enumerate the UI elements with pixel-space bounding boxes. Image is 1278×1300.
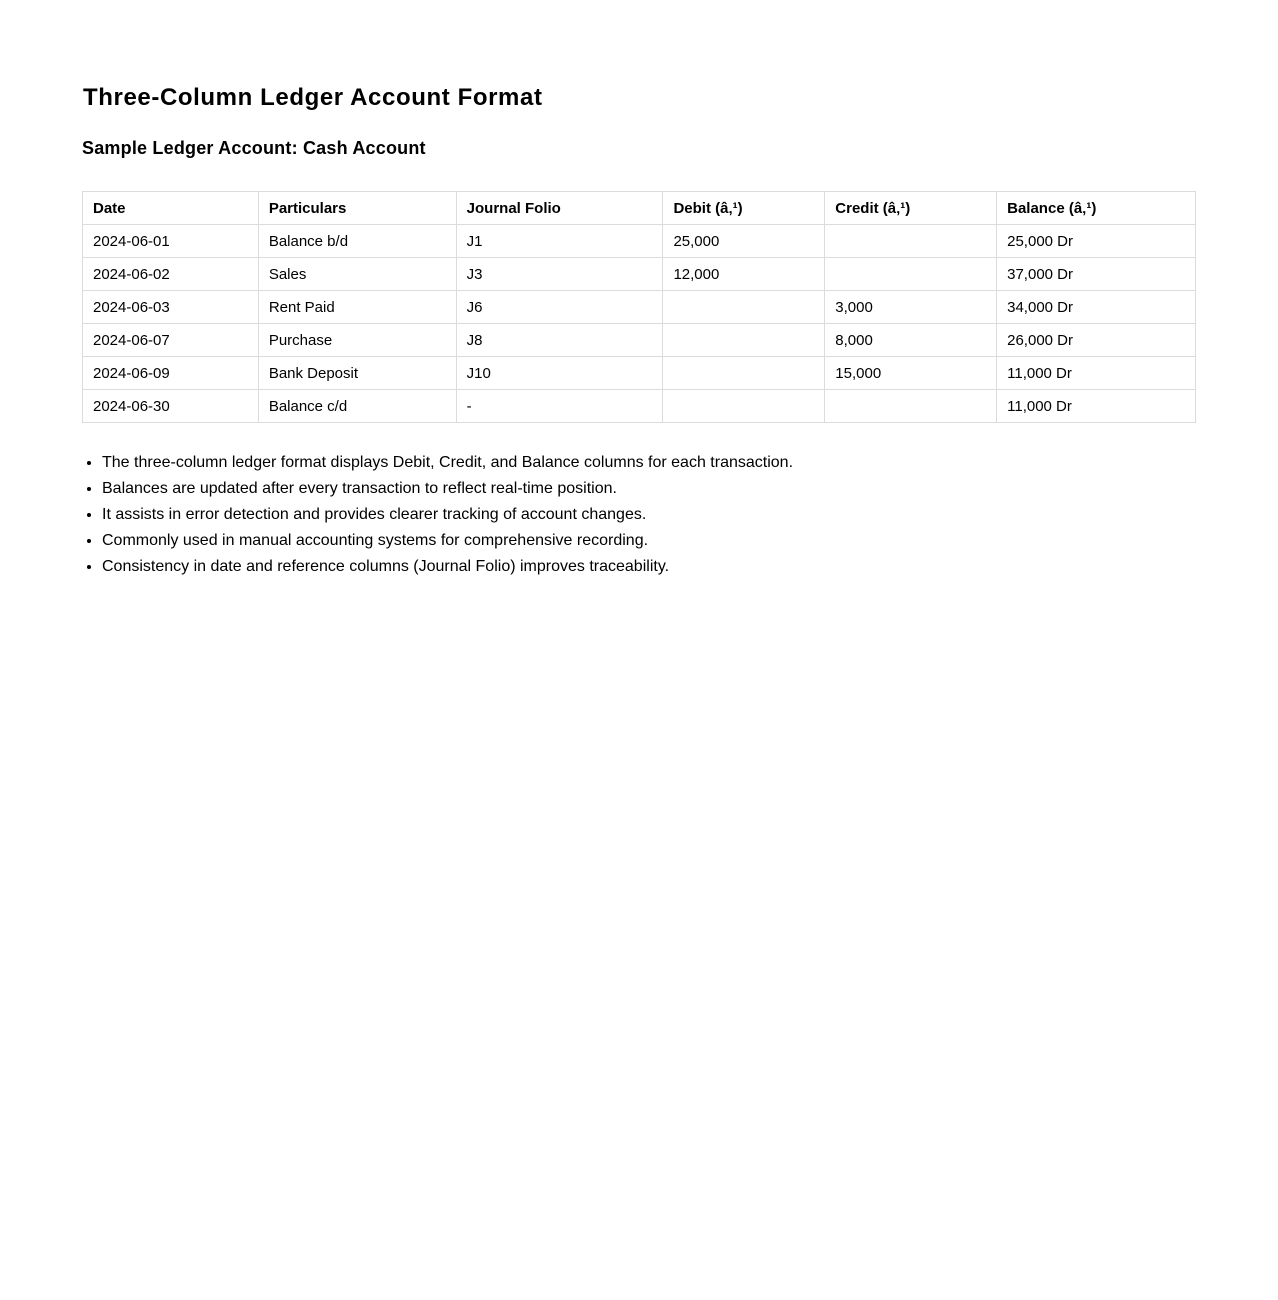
cell-debit: [663, 390, 825, 423]
document-page: [0, 0, 1278, 580]
notes-list: [82, 450, 1196, 580]
cell-credit: 3,000: [825, 291, 997, 324]
cell-balance: 37,000 Dr: [997, 258, 1196, 291]
table-row: [83, 225, 1196, 258]
cell-debit: 25,000: [663, 225, 825, 258]
table-row: [83, 324, 1196, 357]
cell-particulars: Balance b/d: [258, 225, 456, 258]
header-debit: Debit (â‚¹): [663, 192, 825, 225]
cell-balance: 34,000 Dr: [997, 291, 1196, 324]
cell-date: 2024-06-09: [83, 357, 259, 390]
header-journal-folio: Journal Folio: [456, 192, 663, 225]
cell-date: 2024-06-07: [83, 324, 259, 357]
cell-debit: [663, 291, 825, 324]
list-item: • The three-column ledger format displays Debit, Credit, and Balance columns for each transaction.: [102, 450, 1196, 476]
section-title: Sample Ledger Account: Cash Account: [82, 138, 426, 158]
header-balance: Balance (â‚¹): [997, 192, 1196, 225]
cell-particulars: Bank Deposit: [258, 357, 456, 390]
cell-particulars: Rent Paid: [258, 291, 456, 324]
cell-journal-folio: J3: [456, 258, 663, 291]
cell-journal-folio: -: [456, 390, 663, 423]
table-row: [83, 390, 1196, 423]
cell-date: 2024-06-01: [83, 225, 259, 258]
cell-journal-folio: J1: [456, 225, 663, 258]
cell-debit: [663, 324, 825, 357]
table-row: [83, 258, 1196, 291]
cell-credit: [825, 258, 997, 291]
table-header-row: [83, 192, 1196, 225]
cell-balance: 25,000 Dr: [997, 225, 1196, 258]
cell-credit: [825, 225, 997, 258]
ledger-table: [82, 191, 1196, 423]
cell-journal-folio: J6: [456, 291, 663, 324]
header-date: Date: [83, 192, 259, 225]
cell-particulars: Balance c/d: [258, 390, 456, 423]
cell-balance: 26,000 Dr: [997, 324, 1196, 357]
cell-debit: 12,000: [663, 258, 825, 291]
cell-balance: 11,000 Dr: [997, 390, 1196, 423]
cell-debit: [663, 357, 825, 390]
cell-date: 2024-06-03: [83, 291, 259, 324]
cell-particulars: Purchase: [258, 324, 456, 357]
list-item: • Commonly used in manual accounting systems for comprehensive recording.: [102, 528, 1196, 554]
cell-journal-folio: J8: [456, 324, 663, 357]
table-row: [83, 357, 1196, 390]
page-title: Three-Column Ledger Account Format: [83, 84, 543, 111]
header-credit: Credit (â‚¹): [825, 192, 997, 225]
cell-journal-folio: J10: [456, 357, 663, 390]
list-item: • Balances are updated after every transaction to reflect real-time position.: [102, 476, 1196, 502]
cell-credit: 15,000: [825, 357, 997, 390]
list-item: • Consistency in date and reference columns (Journal Folio) improves traceability.: [102, 554, 1196, 580]
cell-credit: 8,000: [825, 324, 997, 357]
cell-date: 2024-06-30: [83, 390, 259, 423]
cell-date: 2024-06-02: [83, 258, 259, 291]
table-row: [83, 291, 1196, 324]
list-item: • It assists in error detection and provides clearer tracking of account changes.: [102, 502, 1196, 528]
cell-balance: 11,000 Dr: [997, 357, 1196, 390]
cell-credit: [825, 390, 997, 423]
header-particulars: Particulars: [258, 192, 456, 225]
cell-particulars: Sales: [258, 258, 456, 291]
